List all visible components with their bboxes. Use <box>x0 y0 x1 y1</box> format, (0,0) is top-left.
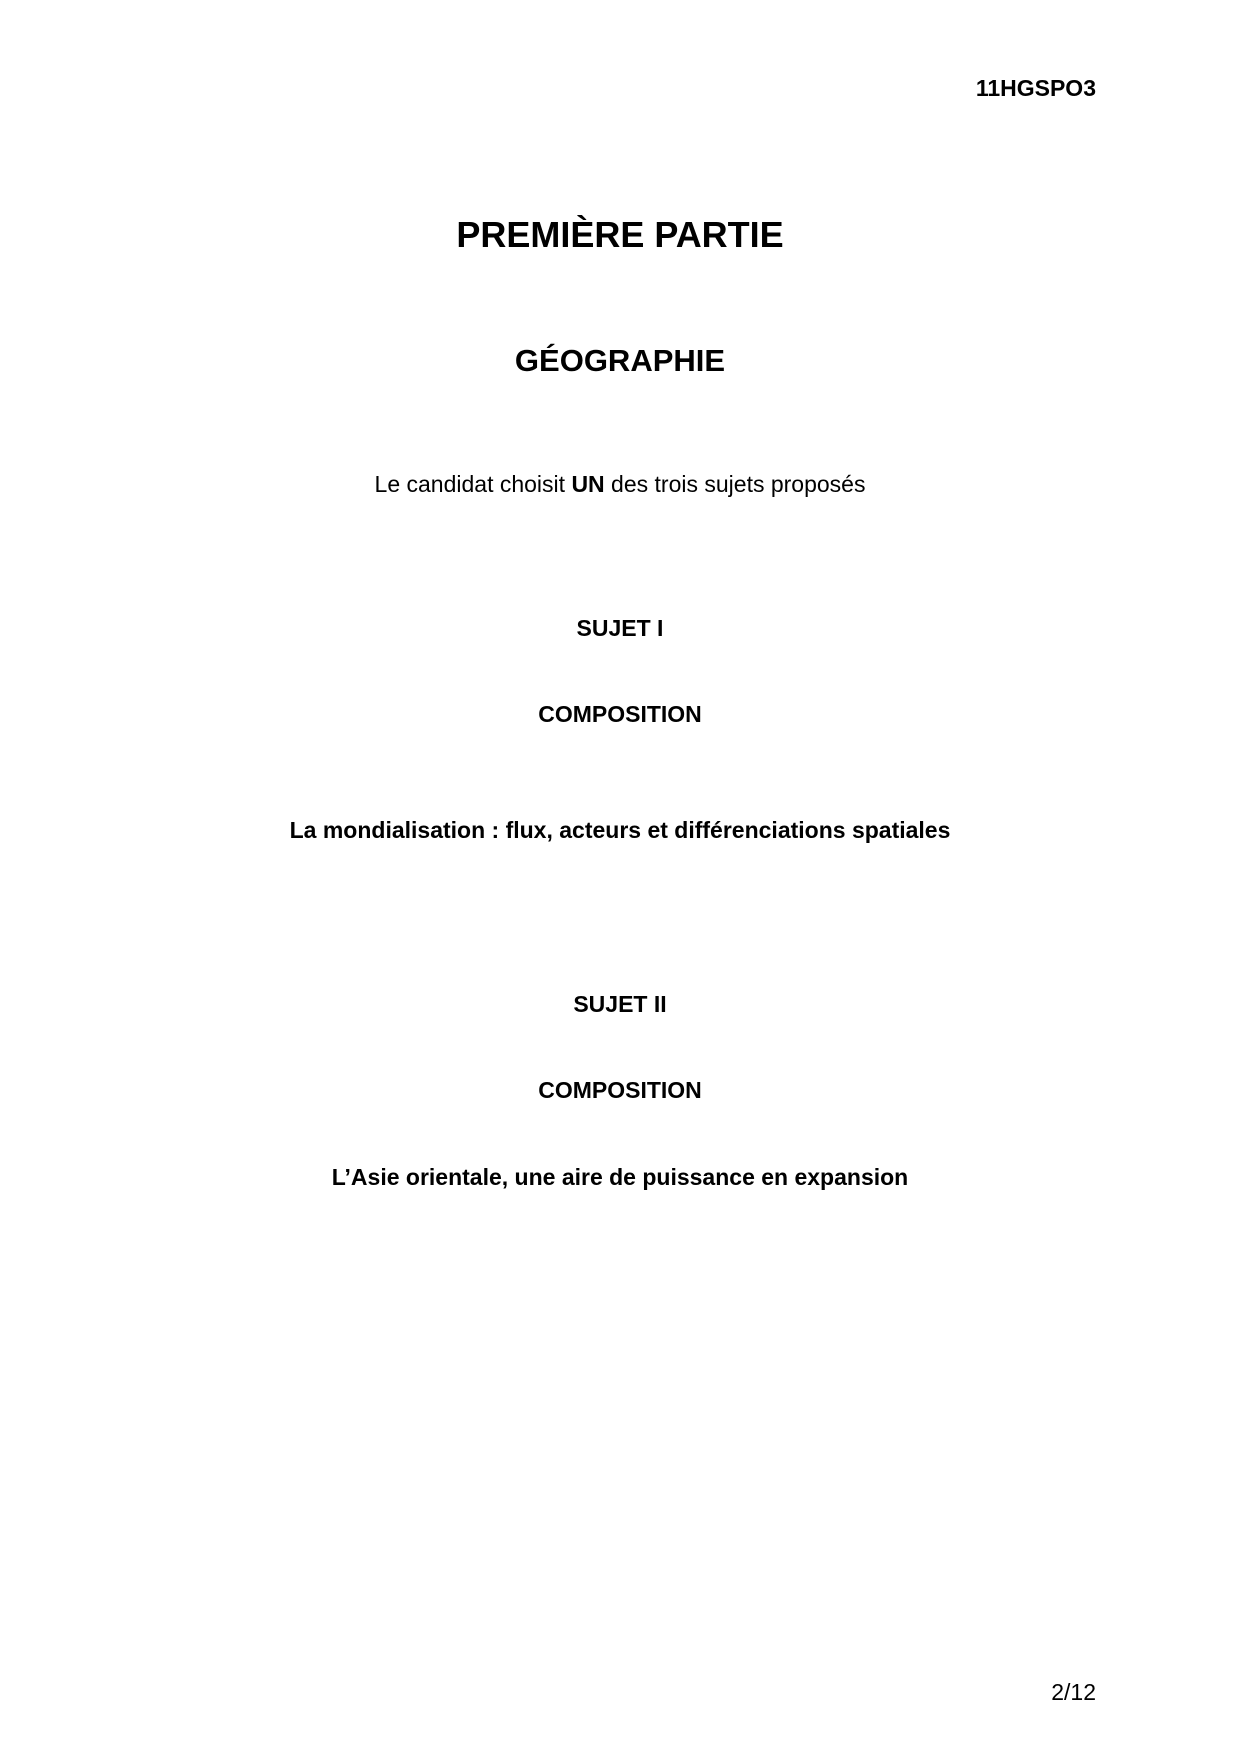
subject-area-title: GÉOGRAPHIE <box>514 343 726 378</box>
subject-2-type: COMPOSITION <box>538 1077 702 1103</box>
subject-1-topic: La mondialisation : flux, acteurs et différenciations spatiales <box>289 817 951 843</box>
instruction-emphasis: UN <box>571 471 605 497</box>
subject-1-label: SUJET I <box>576 615 664 641</box>
instruction-after: des trois sujets proposés <box>604 471 866 497</box>
page-number: 2/12 <box>1051 1679 1096 1705</box>
part-title: PREMIÈRE PARTIE <box>456 214 784 255</box>
subject-1-type: COMPOSITION <box>538 701 702 727</box>
subject-2-label: SUJET II <box>573 991 667 1017</box>
subject-2-topic: L’Asie orientale, une aire de puissance en expansion <box>331 1164 909 1190</box>
document-code: 11HGSPO3 <box>975 75 1096 101</box>
instruction-text <box>0 470 1240 498</box>
instruction-before: Le candidat choisit <box>374 471 572 497</box>
